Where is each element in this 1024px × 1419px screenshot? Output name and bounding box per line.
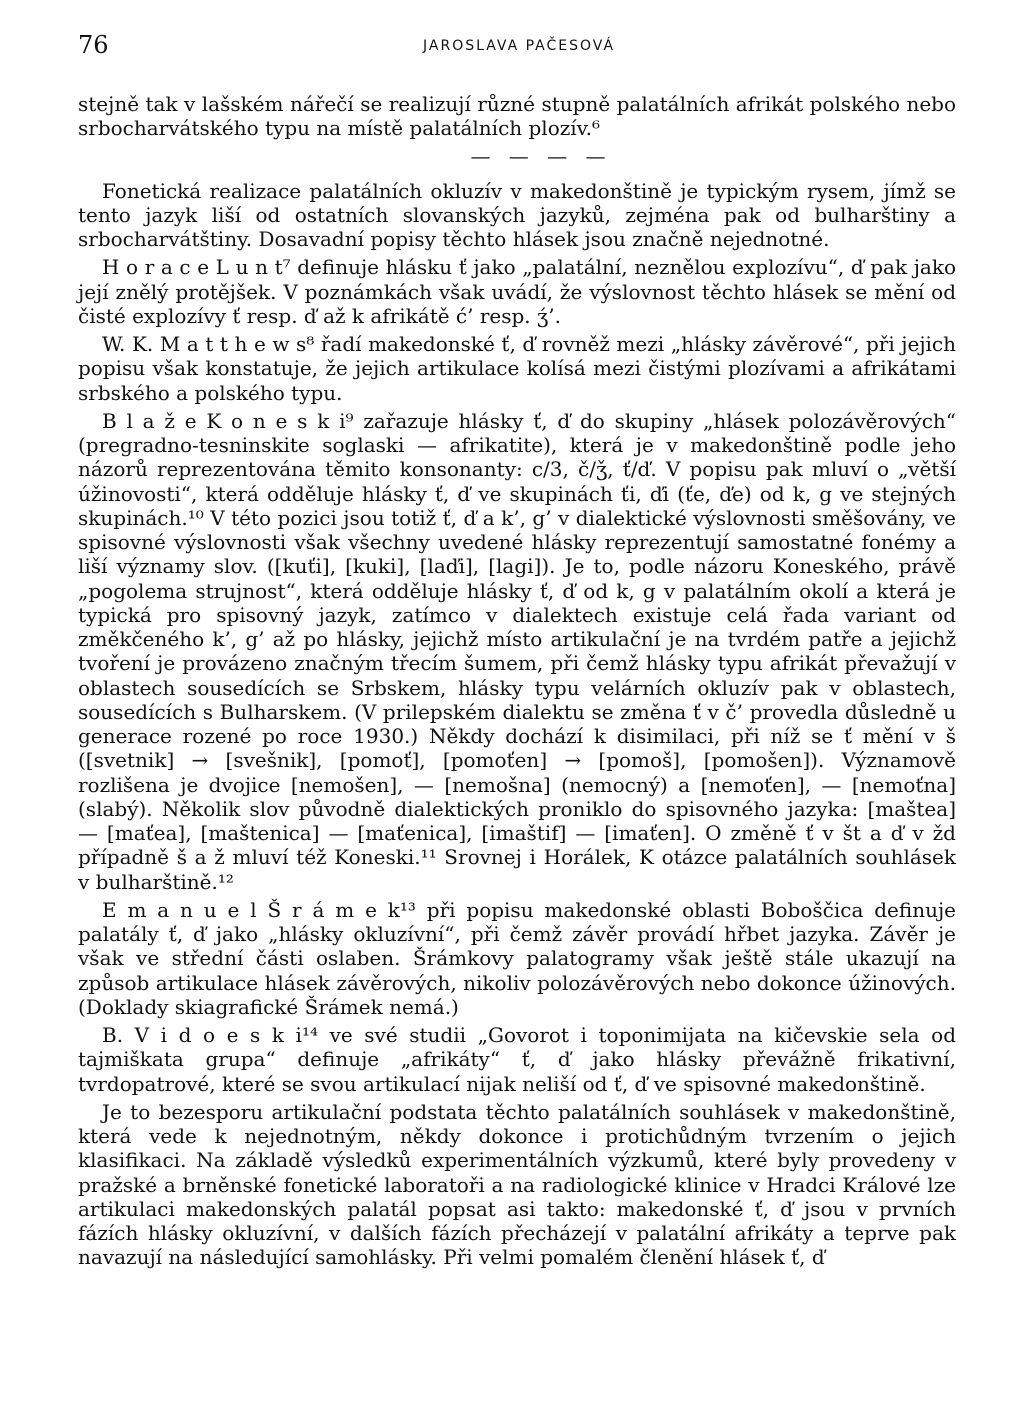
running-head: JAROSLAVA PAČESOVÁ	[423, 38, 616, 54]
paragraph-3: H o r a c e L u n t⁷ definuje hlásku ť jako „palatální, neznělou explozívu“, ď pak jako její znělý protějšek. V poznámkách však uvádí, že výslovnost těchto hlásek se mění od čisté explozívy ť resp. ď až k afrikátě ć’ resp. ʒ́’.	[78, 255, 956, 328]
body-text	[78, 92, 956, 1270]
page-header	[78, 30, 956, 60]
paragraph-7: B. V i d o e s k i¹⁴ ve své studii „Govorot i toponimijata na kičevskie sela od tajmiškata grupa“ definuje „afrikáty“ ť, ď jako hlásky převážně frikativní, tvrdopatrové, které se svou artikulací nijak neliší od ť, ď ve spisovné makedonštině.	[78, 1023, 956, 1096]
paragraph-5: B l a ž e K o n e s k i⁹ zařazuje hlásky ť, ď do skupiny „hlásek polozávěrových“ (pregradno-tesninskite soglaski — afrikatite), která je v makedonštině podle jeho názorů reprezentována těmito konsonanty: c/3, č/ǯ, ť/ď. V popisu pak mluví o „větší úžinovosti“, která odděluje hlásky ť, ď ve skupinách ťi, ďi (ťe, ďe) od k, g ve stejných skupinách.¹⁰ V této pozici jsou totiž ť, ď a k’, g’ v dialektické výslovnosti směšovány, ve spisovné výslovnosti však všechny uvedené hlásky reprezentují samostatné fonémy a liší významy slov. ([kuťi], [kuki], [laďi], [lagi]). Je to, podle názoru Koneského, právě „pogolema strujnost“, která odděluje hlásky ť, ď od k, g v palatálním okolí a která je typická pro spisovný jazyk, zatímco v dialektech existuje celá řada variant od změkčeného k’, g’ až po hlásky, jejichž místo artikulační je na tvrdém patře a jejichž tvoření je provázeno značným třecím šumem, při čemž hlásky typu afrikát převažují v oblastech sousedících se Srbskem, hlásky typu velárních okluzív pak v oblastech, sousedících s Bulharskem. (V prilepském dialektu se změna ť v č’ provedla důsledně u generace rozené po roce 1930.) Někdy dochází k disimilaci, při níž se ť mění v š ([svetnik] → [svešnik], [pomoť], [pomoťen] → [pomoš], [pomošen]). Významově rozlišena je dvojice [nemošen], — [nemošna] (nemocný) a [nemoťen], — [nemoťna] (slabý). Několik slov původně dialektických proniklo do spisovného jazyka: [maštea] — [maťea], [maštenica] — [maťenica], [imaštif] — [imaťen]. O změně ť v št a ď v žd případně š a ž mluví též Koneski.¹¹ Srovnej i Horálek, K otázce palatálních souhlásek v bulharštině.¹²	[78, 408, 956, 894]
paragraph-4: W. K. M a t t h e w s⁸ řadí makedonské ť, ď rovněž mezi „hlásky závěrové“, při jejich popisu však konstatuje, že jejich artikulace kolísá mezi čistými plozívami a afrikátami srbského a polského typu.	[78, 332, 956, 405]
section-break: — — — —	[470, 143, 612, 168]
paragraph-6: E m a n u e l Š r á m e k¹³ při popisu makedonské oblasti Boboščica definuje palatály ť, ď jako „hlásky okluzívní“, při čemž závěr provádí hřbet jazyka. Závěr je však ve střední části oslaben. Šrámkovy palatogramy však ještě stále ukazují na způsob artikulace hlásek závěrových, nikoliv polozávěrových nebo dokonce úžinových. (Doklady skiagrafické Šrámek nemá.)	[78, 897, 956, 1019]
page-number: 76	[78, 31, 109, 59]
paragraph-1: stejně tak v lašském nářečí se realizují různé stupně palatálních afrikát polského nebo srbocharvátského typu na místě palatálních plozív.⁶	[78, 92, 956, 141]
paragraph-2: Fonetická realizace palatálních okluzív v makedonštině je typickým rysem, jímž se tento jazyk liší od ostatních slovanských jazyků, zejména pak od bulharštiny a srbocharvátštiny. Dosavadní popisy těchto hlásek jsou značně nejednotné.	[78, 178, 956, 251]
paragraph-8: Je to bezesporu artikulační podstata těchto palatálních souhlásek v makedonštině, která vede k nejednotným, někdy dokonce i protichůdným tvrzením o jejich klasifikaci. Na základě výsledků experimentálních výzkumů, které byly provedeny v pražské a brněnské fonetické laboratoři a na radiologické klinice v Hradci Králové lze artikulaci makedonských palatál popsat asi takto: makedonské ť, ď jsou v prvních fázích hlásky okluzívní, v dalších fázích přecházejí v palatální afrikáty a teprve pak navazují na následující samohlásky. Při velmi pomalém členění hlásek ť, ď	[78, 1099, 956, 1270]
